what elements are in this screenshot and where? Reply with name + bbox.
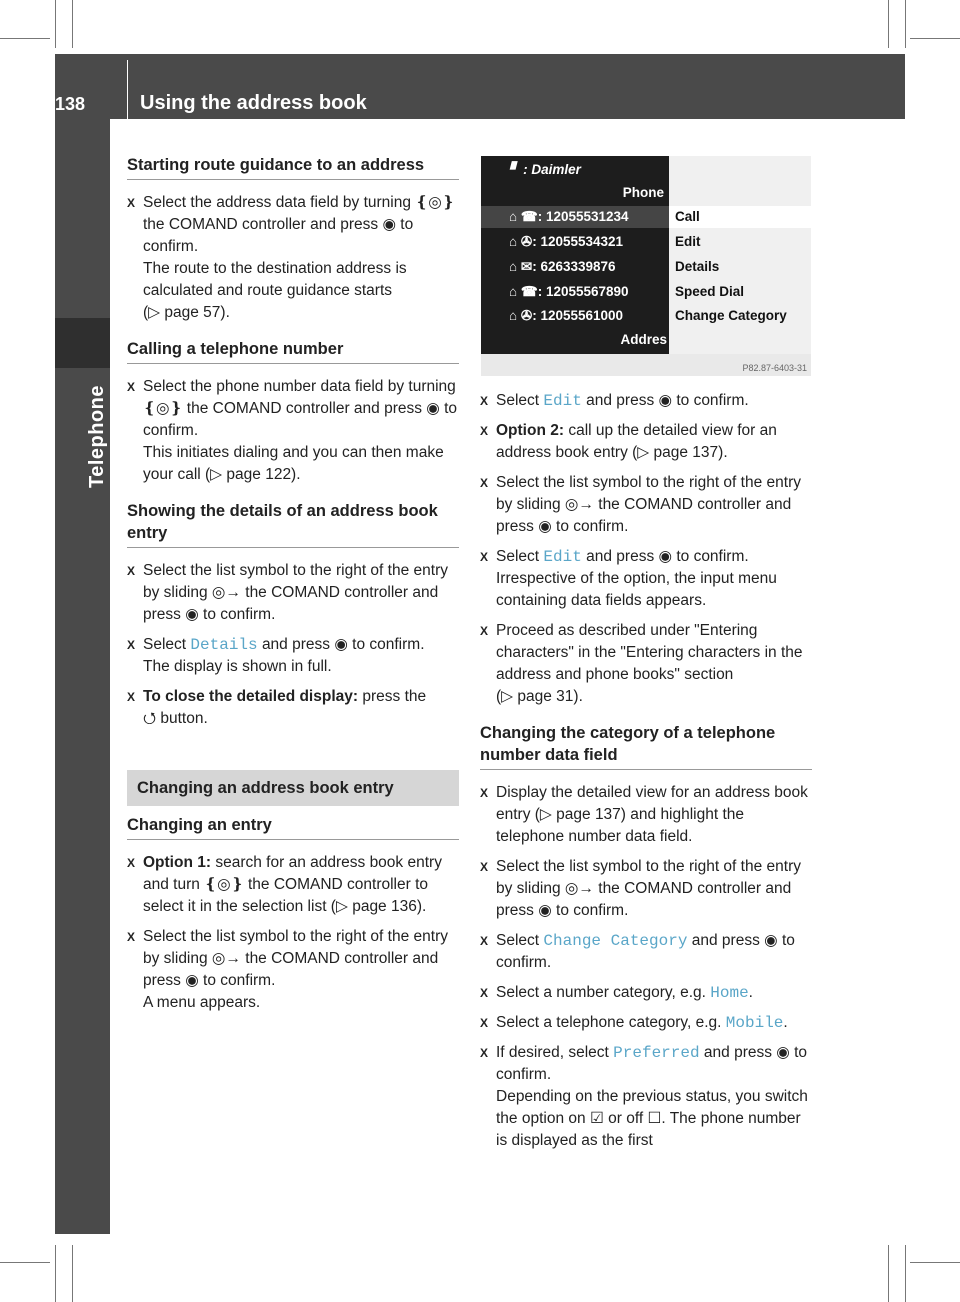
screen-number-row: ⌂ ☎: 12055531234: [509, 209, 629, 224]
step-text: Select: [496, 392, 540, 409]
step-text: Depending on the previous status, you switch the option on ☑ or off ☐. The phone number is displayed as the first: [496, 1088, 808, 1149]
crop-mark: [910, 38, 960, 39]
step-text: The display is shown in full.: [143, 658, 332, 675]
page-number: 138: [55, 94, 86, 114]
step-text: Irrespective of the option, the input menu containing data fields appears.: [496, 570, 777, 609]
menu-item-code: Preferred: [613, 1044, 700, 1062]
crop-mark: [888, 0, 889, 48]
instruction-step: X Display the detailed view for an address book entry (▷ page 137) and highlight the telephone number data field.: [480, 782, 812, 848]
page-title: Using the address book: [140, 92, 367, 114]
step-label: To close the detailed display:: [143, 688, 359, 705]
screen-menu-item: Call: [675, 209, 700, 224]
crop-mark: [888, 1245, 889, 1302]
step-text: .: [783, 1014, 788, 1031]
screen-number-row: ⌂ ✉: 6263339876: [509, 259, 616, 274]
step-text: The route to the destination address is calculated and route guidance starts: [143, 260, 407, 299]
page-reference: (▷ page 31).: [496, 688, 583, 705]
step-text: Select the list symbol to the right of the entry by sliding ◎→ the COMAND controller and press ◉ to confirm.: [143, 928, 448, 989]
menu-item-code: Mobile: [725, 1014, 784, 1032]
step-text: Select: [143, 636, 187, 653]
step-label: Option 2:: [496, 422, 565, 439]
crop-mark: [55, 0, 56, 48]
screen-menu-item: Speed Dial: [675, 284, 745, 299]
section-heading: Showing the details of an address book entry: [127, 500, 459, 548]
section-heading: Changing the category of a telephone number data field: [480, 722, 812, 770]
section-heading: Calling a telephone number: [127, 338, 459, 364]
screen-menu-panel: [669, 156, 811, 354]
screen-menu-item: Edit: [675, 234, 701, 249]
step-label: Option 1:: [143, 854, 212, 871]
section-heading: Changing an entry: [127, 814, 459, 840]
instruction-step: [127, 926, 459, 1014]
instruction-step: X Select the list symbol to the right of the entry by sliding ◎→ the COMAND controller and press ◉ to confirm.: [480, 472, 812, 538]
step-text: and press ◉ to confirm.: [261, 636, 425, 653]
crop-mark: [72, 1245, 73, 1302]
instruction-step: X Select the list symbol to the right of the entry by sliding ◎→ the COMAND controller and press ◉ to confirm.: [480, 856, 812, 922]
instruction-step: [127, 634, 459, 678]
screen-number-row: ⌂ ✇: 12055534321: [509, 234, 624, 249]
step-text: Select a number category, e.g.: [496, 984, 706, 1001]
instruction-step: [480, 982, 812, 1004]
screen-number-row: ⌂ ☎: 12055567890: [509, 284, 629, 299]
instruction-step: [127, 686, 459, 730]
instruction-step: [480, 420, 812, 464]
instruction-step: [480, 1012, 812, 1034]
screen-menu-item: Details: [675, 259, 720, 274]
step-text: ⭯ button.: [143, 710, 208, 727]
chapter-label: Telephone: [86, 384, 108, 488]
step-text: A menu appears.: [143, 994, 261, 1011]
step-text: and press ◉ to confirm.: [586, 548, 749, 565]
crop-mark: [905, 1245, 906, 1302]
screen-number-row: ⌂ ✇: 12055561000: [509, 308, 624, 323]
instruction-step: X Select the list symbol to the right of the entry by sliding ◎→ the COMAND controller and press ◉ to confirm.: [127, 560, 459, 626]
instruction-step: [480, 620, 812, 708]
step-text: This initiates dialing and you can then make your call (▷ page 122).: [143, 444, 444, 483]
step-text: Proceed as described under "Entering characters" in the "Entering characters in the address and phone books" section: [496, 622, 803, 683]
crop-mark: [905, 0, 906, 48]
crop-mark: [55, 1245, 56, 1302]
step-text: press the: [362, 688, 427, 705]
image-caption: P82.87-6403-31: [742, 363, 807, 373]
screen-entry-name: ▘ : Daimler: [509, 162, 581, 177]
step-text: If desired, select: [496, 1044, 609, 1061]
menu-item-code: Edit: [543, 392, 582, 410]
section-bar: Changing an address book entry: [127, 770, 459, 806]
step-text: and press ◉ to confirm.: [586, 392, 749, 409]
menu-item-code: Home: [710, 984, 749, 1002]
instruction-step: [127, 192, 459, 324]
chapter-sidebar: [55, 119, 110, 1234]
step-text: and press ◉ to confirm.: [496, 932, 795, 971]
header-divider: [127, 60, 128, 119]
menu-item-code: Details: [190, 636, 258, 654]
step-text: .: [748, 984, 753, 1001]
chapter-marker: [55, 318, 110, 368]
instruction-step: [480, 546, 812, 612]
step-text: Select: [496, 548, 540, 565]
instruction-step: [127, 852, 459, 918]
comand-screen-image: [481, 156, 811, 376]
step-text: Select the phone number data field by turning ❴◎❵ the COMAND controller and press ◉ to confirm.: [143, 378, 458, 439]
menu-item-code: Change Category: [543, 932, 688, 950]
section-heading: Starting route guidance to an address: [127, 154, 459, 180]
step-text: and press ◉ to confirm.: [496, 1044, 808, 1083]
crop-mark: [910, 1262, 960, 1263]
screen-label: Phone: [622, 185, 664, 200]
instruction-step: [480, 930, 812, 974]
menu-item-code: Edit: [543, 548, 582, 566]
instruction-step: [480, 390, 812, 412]
step-text: Select the address data field by turning ❴◎❵ the COMAND controller and press ◉ to confirm.: [143, 194, 455, 255]
left-column: [127, 154, 459, 1022]
crop-mark: [0, 38, 50, 39]
step-text: call up the detailed view for an address book entry (▷ page 137).: [496, 422, 777, 461]
screen-menu-item: Change Category: [675, 308, 787, 323]
instruction-step: [480, 1042, 812, 1152]
page-reference: (▷ page 57).: [143, 304, 230, 321]
crop-mark: [0, 1262, 50, 1263]
step-text: Select a telephone category, e.g.: [496, 1014, 722, 1031]
screen-label: Addres: [620, 332, 667, 347]
step-text: search for an address book entry and turn ❴◎❵ the COMAND controller to select it in the selection list (▷ page 136).: [143, 854, 442, 915]
instruction-step: [127, 376, 459, 486]
step-text: Select: [496, 932, 540, 949]
crop-mark: [72, 0, 73, 48]
right-column: [480, 390, 812, 1160]
